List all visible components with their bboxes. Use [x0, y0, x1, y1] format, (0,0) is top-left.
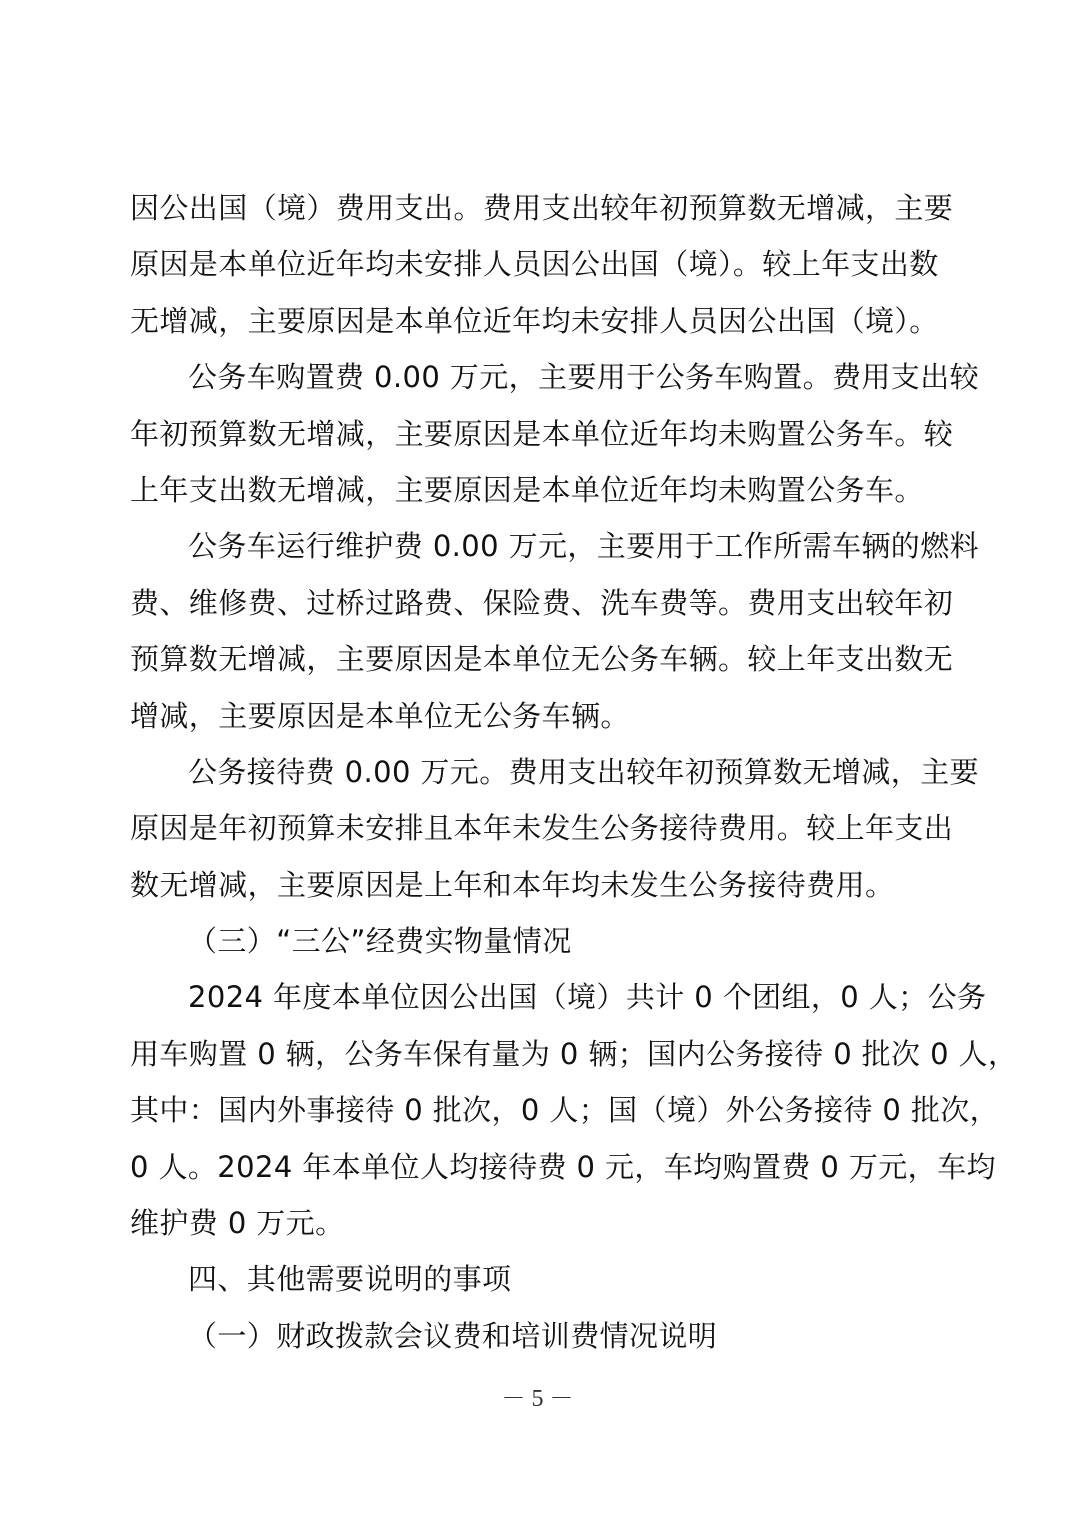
- text-line: 因公出国（境）费用支出。费用支出较年初预算数无增减，主要: [130, 191, 954, 225]
- subsection-heading: （一）财政拨款会议费和培训费情况说明: [188, 1318, 718, 1353]
- text-line: 维护费 0 万元。: [130, 1206, 345, 1241]
- text-line: 原因是年初预算未安排且本年未发生公务接待费用。较上年支出: [130, 811, 954, 846]
- paragraph-start-line: 公务接待费 0.00 万元。费用支出较年初预算数无增减，主要: [188, 754, 980, 789]
- text-line: 年初预算数无增减，主要原因是本单位近年均未购置公务车。较: [130, 416, 954, 451]
- document-body: [130, 180, 1018, 1364]
- paragraph-start-line: 公务车运行维护费 0.00 万元，主要用于工作所需车辆的燃料: [188, 529, 980, 564]
- paragraph-start-line: 公务车购置费 0.00 万元，主要用于公务车购置。费用支出较: [188, 360, 980, 395]
- text-line: 其中：国内外事接待 0 批次，0 人；国（境）外公务接待 0 批次，: [130, 1093, 1000, 1128]
- text-line: 上年支出数无增减，主要原因是本单位近年均未购置公务车。: [130, 472, 924, 507]
- text-line: 增减，主要原因是本单位无公务车辆。: [130, 698, 630, 733]
- text-line: 预算数无增减，主要原因是本单位无公务车辆。较上年支出数无: [130, 642, 954, 677]
- paragraph-start-line: 2024 年度本单位因公出国（境）共计 0 个团组，0 人；公务: [188, 980, 987, 1015]
- section-heading: （三）“三公”经费实物量情况: [188, 924, 572, 959]
- text-line: 用车购置 0 辆，公务车保有量为 0 辆；国内公务接待 0 批次 0 人，: [130, 1036, 1018, 1071]
- text-line: 0 人。2024 年本单位人均接待费 0 元，车均购置费 0 万元，车均: [130, 1149, 996, 1184]
- text-line: 无增减，主要原因是本单位近年均未安排人员因公出国（境）。: [130, 303, 939, 338]
- text-line: 原因是本单位近年均未安排人员因公出国（境）。较上年支出数: [130, 247, 939, 282]
- text-line: 数无增减，主要原因是上年和本年均未发生公务接待费用。: [130, 867, 895, 902]
- section-heading: 四、其他需要说明的事项: [188, 1262, 512, 1297]
- page-number: － 5 －: [501, 1386, 574, 1412]
- text-line: 费、维修费、过桥过路费、保险费、洗车费等。费用支出较年初: [130, 585, 954, 620]
